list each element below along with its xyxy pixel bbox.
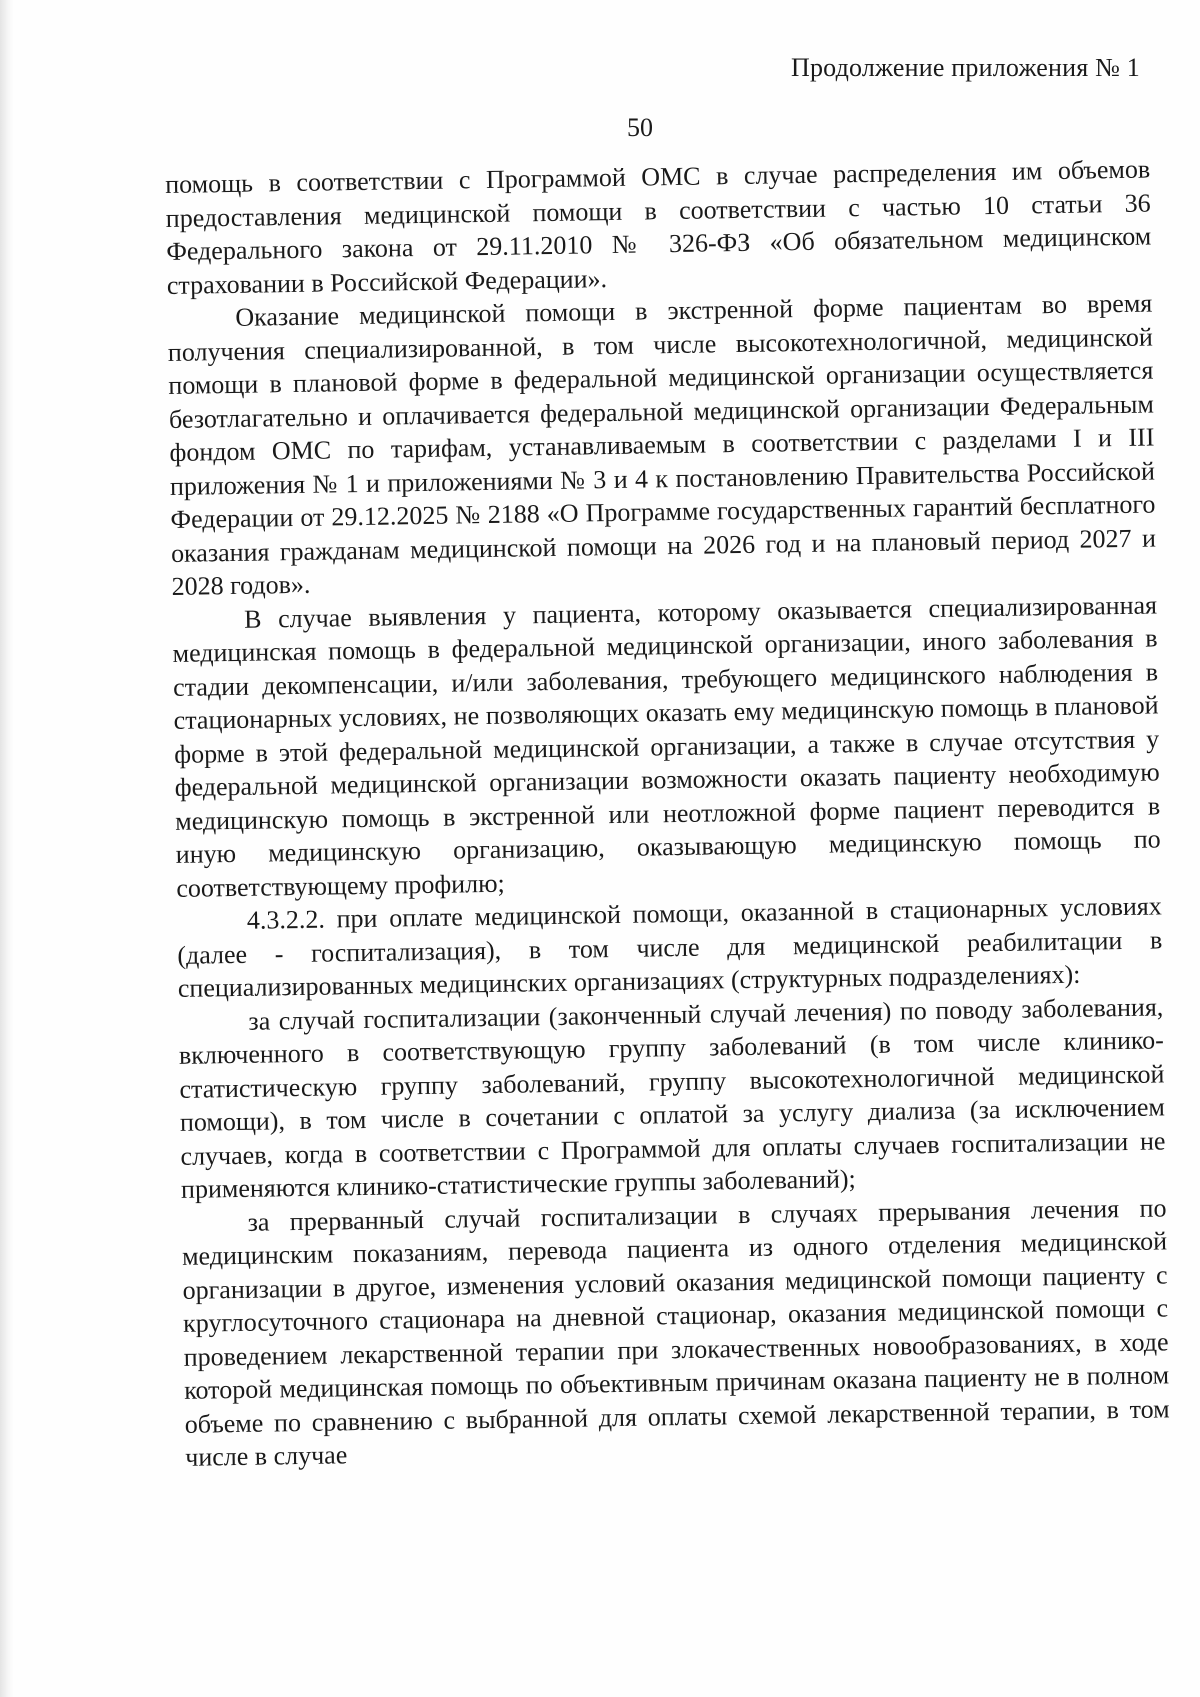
document-body bbox=[165, 153, 1170, 1475]
paragraph-patient-transfer: В случае выявления у пациента, которому оказывается специализированная медицинская помощь в федеральной медицинской организации, иного заболевания в стадии декомпенсации, и/или заболевания, требующего медицинского наблюдения в стационарных условиях, не позволяющих оказать ему медицинскую помощь в плановой форме в этой федеральной медицинской организации, а также в случае отсутствия у федеральной медицинской организации возможности оказать пациенту необходимую медицинскую помощь в экстренной или неотложной форме пациент переводится в иную медицинскую организацию, оказывающую медицинскую помощь по соответствующему профилю; bbox=[172, 589, 1161, 903]
paragraph-completed-case: за случай госпитализации (законченный случай лечения) по поводу заболевания, включенного в соответствующую группу заболеваний (в том числе клинико-статистическую группу заболеваний, группу высокотехнологичной медицинской помощи), в том числе в сочетании с оплатой за услугу диализа (за исключением случаев, когда в соответствии с Программой для оплаты случаев госпитализации не применяются клинико-статистические группы заболеваний); bbox=[178, 991, 1166, 1204]
scan-edge-shadow bbox=[0, 0, 14, 1697]
page-number: 50 bbox=[627, 113, 653, 142]
appendix-continuation-header: Продолжение приложения № 1 bbox=[790, 53, 1140, 82]
paragraph-continuation: помощь в соответствии с Программой ОМС в случае распределения им объемов предоставления медицинской помощи в соответствии с частью 10 статьи 36 Федерального закона от 29.11.2010 № 326-ФЗ «Об обязательном медицинском страховании в Российской Федерации». bbox=[165, 154, 1152, 300]
paragraph-clause-4-3-2-2: 4.3.2.2. при оплате медицинской помощи, оказанной в стационарных условиях (далее - госпитализация), в том числе для медицинской реабилитации в специализированных медицинских организациях (структурных подразделениях): bbox=[177, 891, 1163, 1003]
paragraph-emergency-care: Оказание медицинской помощи в экстренной форме пациентам во время получения специализированной, в том числе высокотехнологичной, медицинской помощи в плановой форме в федеральной медицинской организации осуществляется безотлагательно и оплачивается федеральной медицинской организации Федеральным фондом ОМС по тарифам, устанавливаемым в соответствии с разделами I и III приложения № 1 и приложениями № 3 и 4 к постановлению Правительства Российской Федерации от 29.12.2025 № 2188 «О Программе государственных гарантий бесплатного оказания гражданам медицинской помощи на 2026 год и на плановый период 2027 и 2028 годов». bbox=[167, 288, 1157, 601]
paragraph-interrupted-case: за прерванный случай госпитализации в случаях прерывания лечения по медицинским показаниям, перевода пациента из одного отделения медицинской организации в другое, изменения условий оказания медицинской помощи пациенту с круглосуточного стационара на дневной стационар, оказания медицинской помощи с проведением лекарственной терапии при злокачественных новообразованиях, в ходе которой медицинская помощь по объективным причинам оказана пациенту не в полном объеме по сравнению с выбранной для оплаты схемой лекарственной терапии, в том числе в случае bbox=[181, 1192, 1170, 1472]
